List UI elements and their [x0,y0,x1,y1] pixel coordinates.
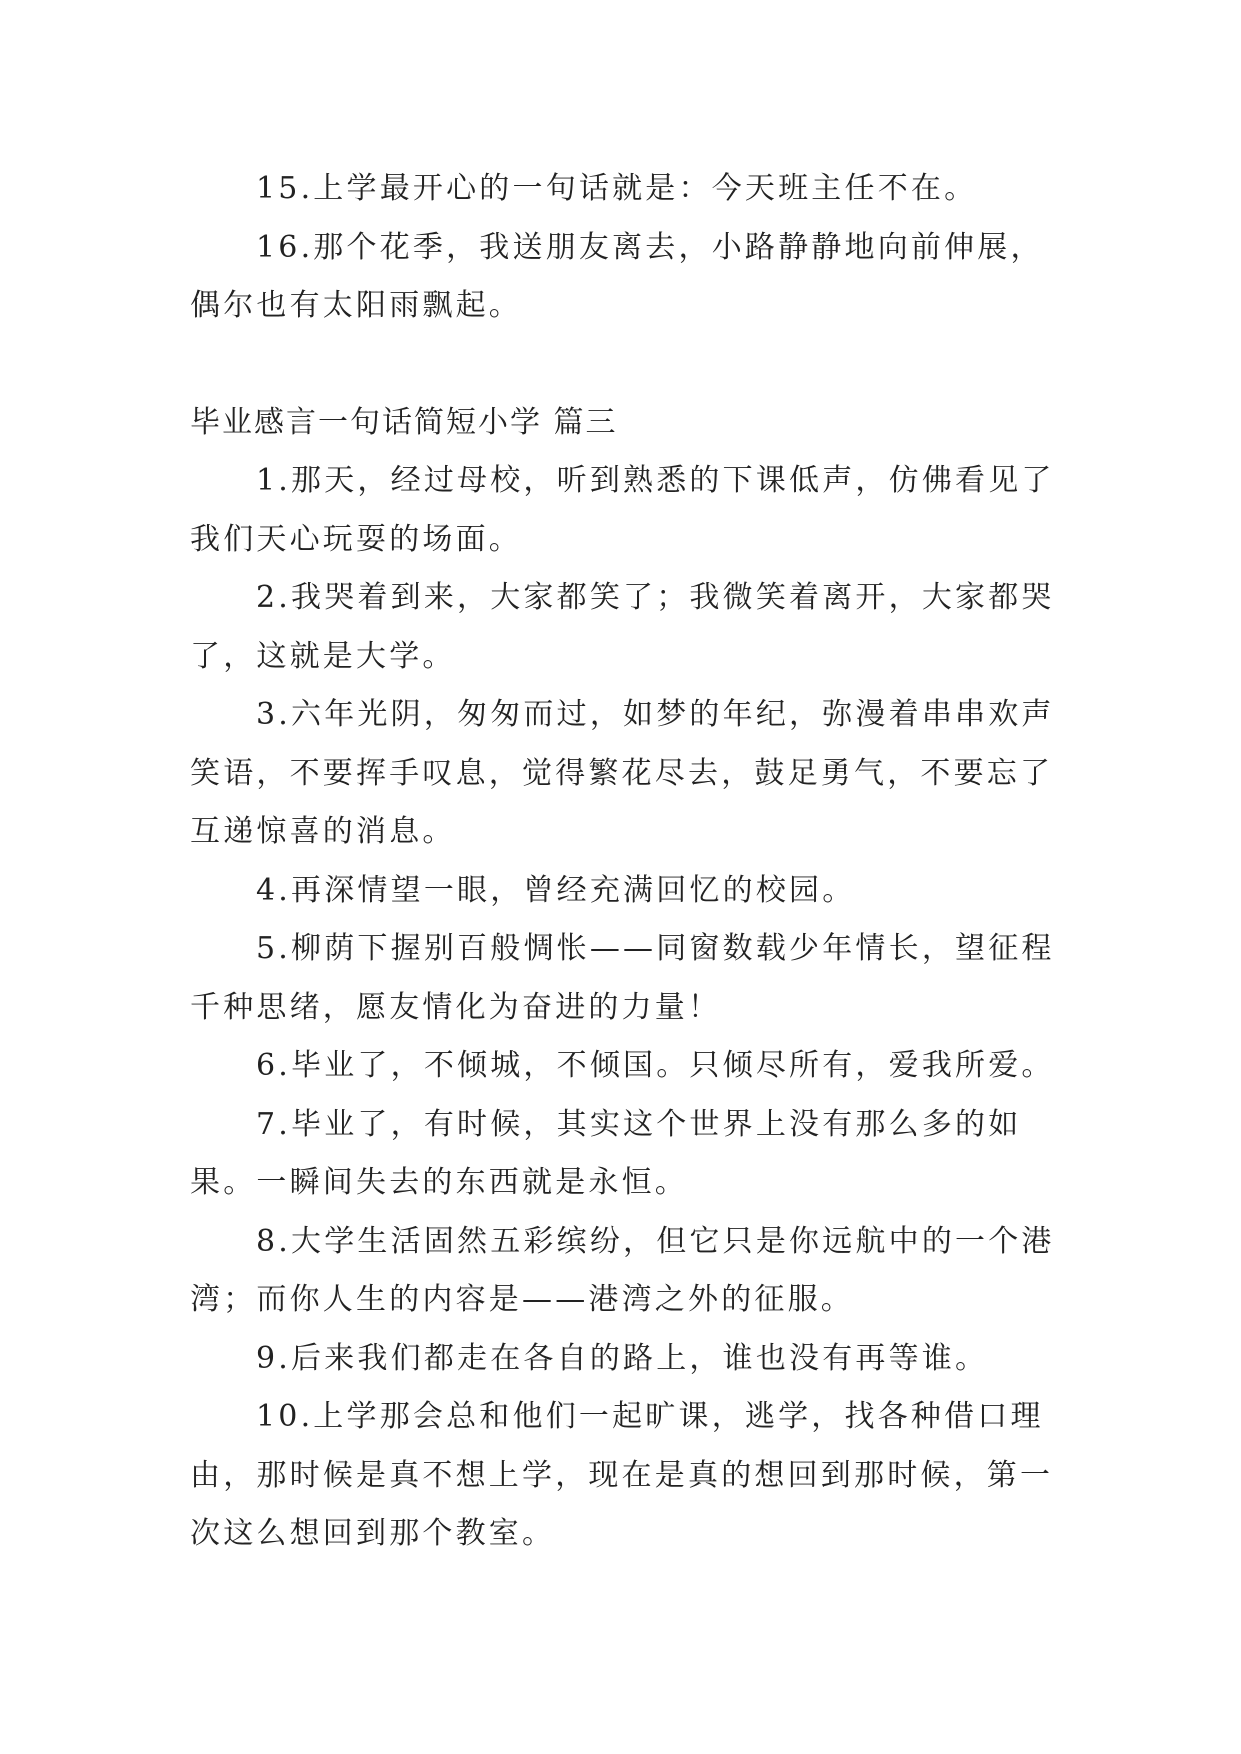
paragraph-1: 1.那天，经过母校，听到熟悉的下课低声，仿佛看见了我们天心玩耍的场面。 [190,463,1055,557]
paragraph-4: 4.再深情望一眼，曾经充满回忆的校园。 [256,872,856,908]
paragraph-6: 6.毕业了，不倾城，不倾国。只倾尽所有，爱我所爱。 [256,1048,1055,1083]
paragraph-8: 8.大学生活固然五彩缤纷，但它只是你远航中的一个港湾；而你人生的内容是——港湾之外的征服。 [190,1223,1055,1317]
paragraph-3: 3.六年光阴，匆匆而过，如梦的年纪，弥漫着串串欢声笑语，不要挥手叹息，觉得繁花尽去，鼓足勇气，不要忘了互递惊喜的消息。 [190,697,1055,849]
paragraph-2: 2.我哭着到来，大家都笑了；我微笑着离开，大家都哭了，这就是大学。 [190,580,1055,674]
paragraph-15: 15.上学最开心的一句话就是：今天班主任不在。 [256,171,978,206]
paragraph-9: 9.后来我们都走在各自的路上，谁也没有再等谁。 [256,1340,989,1376]
paragraph-7: 7.毕业了，有时候，其实这个世界上没有那么多的如果。一瞬间失去的东西就是永恒。 [190,1106,1022,1200]
section-heading: 毕业感言一句话简短小学 篇三 [190,404,618,440]
paragraph-10: 10.上学那会总和他们一起旷课，逃学，找各种借口理由，那时候是真不想上学，现在是真的想回到那时候，第一次这么想回到那个教室。 [190,1399,1054,1551]
paragraph-16: 16.那个花季，我送朋友离去，小路静静地向前伸展，偶尔也有太阳雨飘起。 [190,229,1044,323]
section-gap [190,336,1070,394]
paragraph-5: 5.柳荫下握别百般惆怅——同窗数载少年情长，望征程千种思绪，愿友情化为奋进的力量！ [190,931,1055,1025]
document-body [190,160,1070,1564]
